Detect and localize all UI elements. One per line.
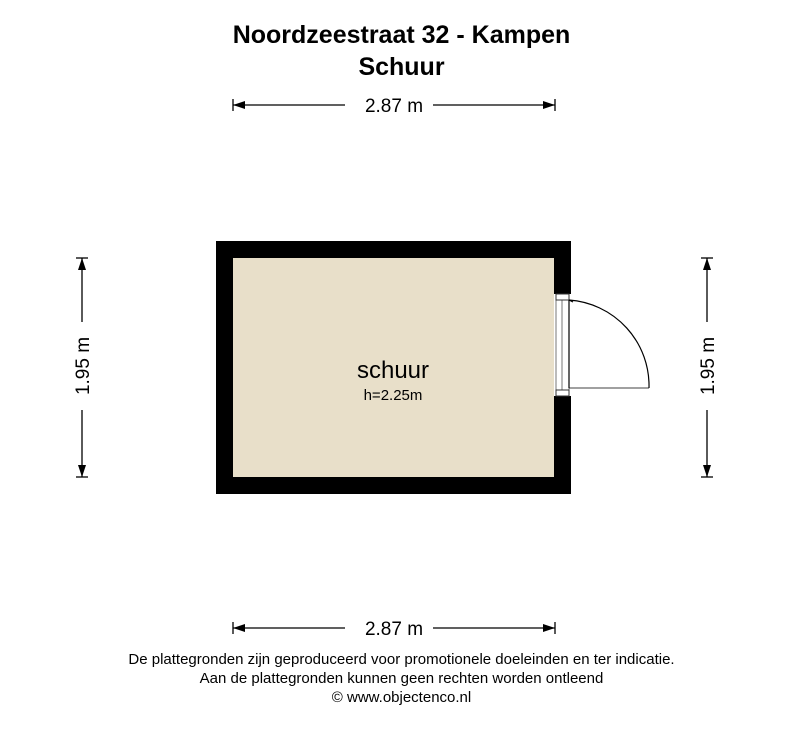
disclaimer-line-1: De plattegronden zijn geproduceerd voor promotionele doeleinden en ter indicatie. [128,651,675,668]
door-swing [569,300,649,388]
bottom-dimension [233,619,555,640]
left-dimension-label: 1.95 m [73,336,94,396]
plan-title: Noordzeestraat 32 - Kampen [232,21,571,49]
right-dimension [698,258,719,477]
bottom-dimension-label: 2.87 m [364,619,424,640]
top-dimension [233,96,555,117]
left-dimension [73,258,94,477]
right-dimension-label: 1.95 m [698,336,719,396]
room-height: h=2.25m [363,387,423,404]
disclaimer-line-2: Aan de plattegronden kunnen geen rechten worden ontleend [199,670,604,687]
plan-subtitle: Schuur [358,53,445,81]
room-name: schuur [356,357,430,384]
top-dimension-label: 2.87 m [364,96,424,117]
copyright-line: © www.objectenco.nl [331,689,472,706]
